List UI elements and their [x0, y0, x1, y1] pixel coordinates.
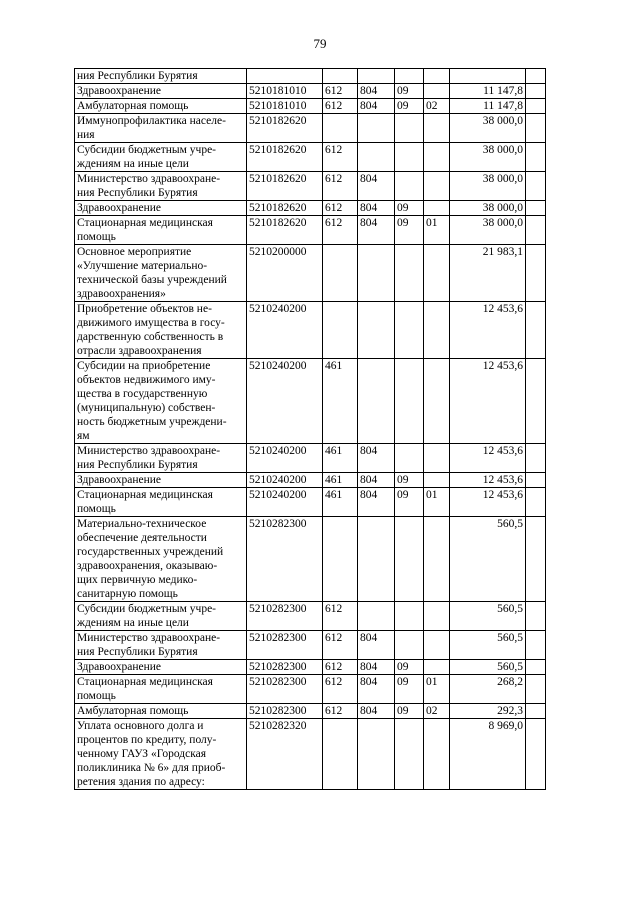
rz-cell: 804	[358, 473, 395, 488]
rz-cell	[358, 517, 395, 602]
pr-cell	[395, 631, 424, 660]
amount-cell: 21 983,1	[450, 245, 526, 302]
extra-cell	[526, 444, 546, 473]
name-cell	[75, 517, 247, 602]
code-cell: 5210282300	[247, 517, 323, 602]
rz-cell: 804	[358, 84, 395, 99]
name-line: Амбулаторная помощь	[77, 100, 189, 112]
table-row	[75, 719, 546, 790]
ved-cell	[323, 302, 358, 359]
name-line: Уплата основного долга и	[77, 720, 204, 732]
rz-cell: 804	[358, 216, 395, 245]
name-line: Здравоохранение	[77, 85, 162, 97]
name-line: ретения здания по адресу:	[77, 776, 205, 788]
table-row	[75, 99, 546, 114]
name-cell	[75, 201, 247, 216]
ved-cell: 612	[323, 216, 358, 245]
rz-cell: 804	[358, 444, 395, 473]
code-cell: 5210181010	[247, 84, 323, 99]
amount-cell: 8 969,0	[450, 719, 526, 790]
extra-cell	[526, 201, 546, 216]
sub-cell: 01	[424, 675, 450, 704]
name-line: ния Республики Бурятия	[77, 187, 198, 199]
ved-cell: 612	[323, 201, 358, 216]
code-cell: 5210182620	[247, 172, 323, 201]
ved-cell: 461	[323, 473, 358, 488]
amount-cell: 38 000,0	[450, 114, 526, 143]
pr-cell	[395, 114, 424, 143]
code-cell: 5210240200	[247, 444, 323, 473]
table-row	[75, 473, 546, 488]
code-cell: 5210240200	[247, 359, 323, 444]
pr-cell	[395, 602, 424, 631]
extra-cell	[526, 719, 546, 790]
name-line: Субсидии бюджетным учре-	[77, 144, 217, 156]
pr-cell	[395, 69, 424, 84]
name-cell	[75, 719, 247, 790]
extra-cell	[526, 143, 546, 172]
name-cell	[75, 359, 247, 444]
table-row	[75, 143, 546, 172]
extra-cell	[526, 488, 546, 517]
code-cell: 5210282300	[247, 602, 323, 631]
sub-cell	[424, 172, 450, 201]
name-line: Иммунопрофилактика населе-	[77, 115, 226, 127]
amount-cell: 11 147,8	[450, 99, 526, 114]
extra-cell	[526, 302, 546, 359]
sub-cell	[424, 114, 450, 143]
name-line: щих первичную медико-	[77, 574, 198, 586]
ved-cell: 612	[323, 675, 358, 704]
pr-cell: 09	[395, 488, 424, 517]
ved-cell	[323, 245, 358, 302]
ved-cell: 612	[323, 602, 358, 631]
table-body	[75, 69, 546, 790]
name-line: помощь	[77, 231, 116, 243]
table-row	[75, 172, 546, 201]
extra-cell	[526, 359, 546, 444]
sub-cell	[424, 631, 450, 660]
table-row	[75, 602, 546, 631]
pr-cell	[395, 143, 424, 172]
name-line: Основное мероприятие	[77, 246, 192, 258]
table-row	[75, 302, 546, 359]
name-line: ждениям на иные цели	[77, 158, 189, 170]
pr-cell: 09	[395, 216, 424, 245]
pr-cell: 09	[395, 99, 424, 114]
ved-cell: 612	[323, 84, 358, 99]
sub-cell	[424, 245, 450, 302]
table-row	[75, 444, 546, 473]
name-cell	[75, 245, 247, 302]
sub-cell	[424, 660, 450, 675]
table-row	[75, 488, 546, 517]
table-row	[75, 631, 546, 660]
name-line: ность бюджетным учреждени-	[77, 416, 227, 428]
name-line: ченному ГАУЗ «Городская	[77, 748, 207, 760]
table-row	[75, 216, 546, 245]
extra-cell	[526, 602, 546, 631]
name-line: Министерство здравоохране-	[77, 445, 221, 457]
name-cell	[75, 69, 247, 84]
table-row	[75, 84, 546, 99]
amount-cell: 292,3	[450, 704, 526, 719]
rz-cell: 804	[358, 172, 395, 201]
code-cell: 5210182620	[247, 114, 323, 143]
sub-cell	[424, 602, 450, 631]
extra-cell	[526, 99, 546, 114]
table-row	[75, 114, 546, 143]
name-line: Здравоохранение	[77, 661, 162, 673]
rz-cell	[358, 143, 395, 172]
code-cell	[247, 69, 323, 84]
name-cell	[75, 488, 247, 517]
budget-table	[74, 68, 546, 790]
name-cell	[75, 99, 247, 114]
amount-cell: 38 000,0	[450, 216, 526, 245]
name-line: Амбулаторная помощь	[77, 705, 189, 717]
extra-cell	[526, 675, 546, 704]
sub-cell	[424, 517, 450, 602]
name-line: ждениям на иные цели	[77, 617, 189, 629]
ved-cell: 612	[323, 704, 358, 719]
name-line: помощь	[77, 690, 116, 702]
name-line: обеспечение деятельности	[77, 532, 207, 544]
name-cell	[75, 704, 247, 719]
sub-cell: 01	[424, 216, 450, 245]
extra-cell	[526, 704, 546, 719]
ved-cell	[323, 114, 358, 143]
name-cell	[75, 302, 247, 359]
rz-cell: 804	[358, 660, 395, 675]
name-line: процентов по кредиту, полу-	[77, 734, 217, 746]
rz-cell	[358, 69, 395, 84]
rz-cell	[358, 719, 395, 790]
ved-cell: 612	[323, 99, 358, 114]
ved-cell: 612	[323, 660, 358, 675]
rz-cell	[358, 602, 395, 631]
sub-cell	[424, 201, 450, 216]
sub-cell	[424, 143, 450, 172]
name-line: Министерство здравоохране-	[77, 632, 221, 644]
ved-cell: 612	[323, 143, 358, 172]
name-line: ния Республики Бурятия	[77, 459, 198, 471]
sub-cell	[424, 719, 450, 790]
name-line: ния Республики Бурятия	[77, 70, 198, 82]
code-cell: 5210282300	[247, 660, 323, 675]
code-cell: 5210240200	[247, 302, 323, 359]
sub-cell	[424, 84, 450, 99]
pr-cell: 09	[395, 473, 424, 488]
amount-cell: 12 453,6	[450, 359, 526, 444]
extra-cell	[526, 631, 546, 660]
name-line: «Улучшение материально-	[77, 260, 208, 272]
code-cell: 5210282300	[247, 631, 323, 660]
table-row	[75, 704, 546, 719]
sub-cell	[424, 359, 450, 444]
sub-cell	[424, 444, 450, 473]
pr-cell	[395, 172, 424, 201]
name-line: Стационарная медицинская	[77, 217, 213, 229]
rz-cell	[358, 114, 395, 143]
name-cell	[75, 631, 247, 660]
code-cell: 5210181010	[247, 99, 323, 114]
name-line: Субсидии на приобретение	[77, 360, 211, 372]
ved-cell: 612	[323, 172, 358, 201]
amount-cell: 560,5	[450, 602, 526, 631]
name-cell	[75, 172, 247, 201]
extra-cell	[526, 216, 546, 245]
ved-cell	[323, 719, 358, 790]
amount-cell: 38 000,0	[450, 172, 526, 201]
name-line: государственных учреждений	[77, 546, 224, 558]
code-cell: 5210200000	[247, 245, 323, 302]
name-line: поликлиника № 6» для приоб-	[77, 762, 226, 774]
pr-cell: 09	[395, 660, 424, 675]
name-line: Стационарная медицинская	[77, 676, 213, 688]
rz-cell: 804	[358, 99, 395, 114]
amount-cell: 11 147,8	[450, 84, 526, 99]
rz-cell	[358, 302, 395, 359]
name-line: Субсидии бюджетным учре-	[77, 603, 217, 615]
sub-cell: 02	[424, 704, 450, 719]
code-cell: 5210282320	[247, 719, 323, 790]
table-row	[75, 69, 546, 84]
code-cell: 5210182620	[247, 201, 323, 216]
amount-cell: 12 453,6	[450, 473, 526, 488]
amount-cell: 12 453,6	[450, 488, 526, 517]
sub-cell	[424, 473, 450, 488]
name-line: здравоохранения»	[77, 288, 166, 300]
name-line: дарственную собственность в	[77, 331, 224, 343]
rz-cell: 804	[358, 201, 395, 216]
code-cell: 5210240200	[247, 473, 323, 488]
code-cell: 5210282300	[247, 675, 323, 704]
pr-cell	[395, 302, 424, 359]
extra-cell	[526, 69, 546, 84]
name-cell	[75, 444, 247, 473]
code-cell: 5210182620	[247, 143, 323, 172]
rz-cell	[358, 359, 395, 444]
rz-cell: 804	[358, 631, 395, 660]
pr-cell	[395, 517, 424, 602]
name-line: объектов недвижимого иму-	[77, 374, 216, 386]
amount-cell	[450, 69, 526, 84]
rz-cell	[358, 245, 395, 302]
ved-cell: 461	[323, 488, 358, 517]
pr-cell	[395, 245, 424, 302]
name-cell	[75, 602, 247, 631]
name-cell	[75, 660, 247, 675]
ved-cell: 612	[323, 631, 358, 660]
name-line: (муниципальную) собствен-	[77, 402, 216, 414]
name-cell	[75, 675, 247, 704]
name-cell	[75, 84, 247, 99]
name-line: Здравоохранение	[77, 202, 162, 214]
rz-cell: 804	[358, 675, 395, 704]
amount-cell: 560,5	[450, 517, 526, 602]
amount-cell: 38 000,0	[450, 143, 526, 172]
table-row	[75, 245, 546, 302]
name-cell	[75, 216, 247, 245]
name-cell	[75, 473, 247, 488]
amount-cell: 268,2	[450, 675, 526, 704]
pr-cell: 09	[395, 704, 424, 719]
extra-cell	[526, 473, 546, 488]
pr-cell	[395, 444, 424, 473]
table-row	[75, 359, 546, 444]
pr-cell	[395, 359, 424, 444]
sub-cell: 02	[424, 99, 450, 114]
sub-cell	[424, 302, 450, 359]
pr-cell: 09	[395, 675, 424, 704]
code-cell: 5210240200	[247, 488, 323, 517]
amount-cell: 560,5	[450, 660, 526, 675]
extra-cell	[526, 660, 546, 675]
table-row	[75, 201, 546, 216]
rz-cell: 804	[358, 488, 395, 517]
name-line: отрасли здравоохранения	[77, 345, 202, 357]
amount-cell: 12 453,6	[450, 302, 526, 359]
name-line: технической базы учреждений	[77, 274, 227, 286]
code-cell: 5210182620	[247, 216, 323, 245]
name-line: здравоохранения, оказываю-	[77, 560, 218, 572]
ved-cell	[323, 517, 358, 602]
name-cell	[75, 114, 247, 143]
rz-cell: 804	[358, 704, 395, 719]
name-line: помощь	[77, 503, 116, 515]
pr-cell: 09	[395, 201, 424, 216]
name-line: ям	[77, 430, 90, 442]
extra-cell	[526, 245, 546, 302]
name-line: Материально-техническое	[77, 518, 207, 530]
ved-cell	[323, 69, 358, 84]
extra-cell	[526, 114, 546, 143]
name-line: щества в государственную	[77, 388, 208, 400]
amount-cell: 560,5	[450, 631, 526, 660]
amount-cell: 38 000,0	[450, 201, 526, 216]
ved-cell: 461	[323, 359, 358, 444]
sub-cell: 01	[424, 488, 450, 517]
name-line: Здравоохранение	[77, 474, 162, 486]
page-number: 79	[313, 36, 327, 51]
pr-cell	[395, 719, 424, 790]
ved-cell: 461	[323, 444, 358, 473]
table-row	[75, 517, 546, 602]
name-line: ния Республики Бурятия	[77, 646, 198, 658]
name-line: движимого имущества в госу-	[77, 317, 225, 329]
name-cell	[75, 143, 247, 172]
amount-cell: 12 453,6	[450, 444, 526, 473]
extra-cell	[526, 517, 546, 602]
name-line: санитарную помощь	[77, 588, 178, 600]
name-line: Министерство здравоохране-	[77, 173, 221, 185]
table-row	[75, 660, 546, 675]
extra-cell	[526, 84, 546, 99]
name-line: ния	[77, 129, 95, 141]
sub-cell	[424, 69, 450, 84]
code-cell: 5210282300	[247, 704, 323, 719]
pr-cell: 09	[395, 84, 424, 99]
name-line: Приобретение объектов не-	[77, 303, 212, 315]
extra-cell	[526, 172, 546, 201]
table-row	[75, 675, 546, 704]
name-line: Стационарная медицинская	[77, 489, 213, 501]
